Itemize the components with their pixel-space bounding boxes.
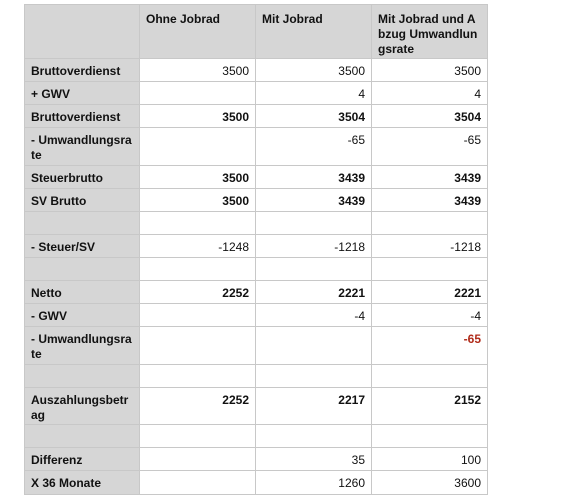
- table-cell[interactable]: [372, 425, 488, 448]
- row-label[interactable]: Netto: [25, 281, 140, 304]
- table-cell[interactable]: [140, 258, 256, 281]
- row-label[interactable]: + GWV: [25, 82, 140, 105]
- row-label[interactable]: Bruttoverdienst: [25, 59, 140, 82]
- table-row: [25, 258, 488, 281]
- table-cell[interactable]: 3500: [140, 166, 256, 189]
- table-cell[interactable]: 3439: [256, 166, 372, 189]
- table-cell[interactable]: 3439: [372, 189, 488, 212]
- table-cell[interactable]: [372, 212, 488, 235]
- spreadsheet-table: [24, 4, 488, 495]
- table-cell[interactable]: [140, 128, 256, 166]
- table-cell[interactable]: [140, 365, 256, 388]
- table-cell[interactable]: -65: [372, 128, 488, 166]
- row-label[interactable]: Auszahlungsbetrag: [25, 388, 140, 425]
- table-row: [25, 304, 488, 327]
- table-cell[interactable]: 3500: [372, 59, 488, 82]
- table-cell[interactable]: 2221: [256, 281, 372, 304]
- table-cell[interactable]: [140, 82, 256, 105]
- table-cell[interactable]: 3500: [140, 105, 256, 128]
- table-cell-highlight[interactable]: -65: [372, 327, 488, 365]
- header-cell-corner[interactable]: [25, 5, 140, 59]
- table-cell[interactable]: [140, 471, 256, 495]
- table-row: [25, 105, 488, 128]
- row-label[interactable]: [25, 365, 140, 388]
- table-row: [25, 82, 488, 105]
- table-row: [25, 471, 488, 495]
- table-cell[interactable]: 3500: [140, 189, 256, 212]
- table-row: [25, 327, 488, 365]
- row-label[interactable]: - Steuer/SV: [25, 235, 140, 258]
- table-row: [25, 425, 488, 448]
- row-label[interactable]: Steuerbrutto: [25, 166, 140, 189]
- table-cell[interactable]: 2252: [140, 388, 256, 425]
- table-cell[interactable]: 3600: [372, 471, 488, 495]
- table-row: [25, 189, 488, 212]
- header-cell-mit-jobrad-abzug[interactable]: Mit Jobrad und Abzug Umwandlungsrate: [372, 5, 488, 59]
- table-row: [25, 235, 488, 258]
- table-row: [25, 365, 488, 388]
- row-label[interactable]: [25, 425, 140, 448]
- table-cell[interactable]: 3439: [256, 189, 372, 212]
- table-cell[interactable]: 2217: [256, 388, 372, 425]
- table-cell[interactable]: [140, 448, 256, 471]
- table-cell[interactable]: -4: [372, 304, 488, 327]
- table-cell[interactable]: [372, 365, 488, 388]
- table-cell[interactable]: -65: [256, 128, 372, 166]
- header-cell-mit-jobrad[interactable]: Mit Jobrad: [256, 5, 372, 59]
- table-cell[interactable]: -4: [256, 304, 372, 327]
- table-cell[interactable]: 2152: [372, 388, 488, 425]
- header-row: [25, 5, 488, 59]
- table-row: [25, 388, 488, 425]
- table-cell[interactable]: 35: [256, 448, 372, 471]
- table-cell[interactable]: -1218: [256, 235, 372, 258]
- table-cell[interactable]: [140, 212, 256, 235]
- table-row: [25, 448, 488, 471]
- table-cell[interactable]: 3504: [256, 105, 372, 128]
- table-row: [25, 166, 488, 189]
- table-cell[interactable]: [256, 425, 372, 448]
- table-cell[interactable]: [256, 365, 372, 388]
- table-cell[interactable]: 2252: [140, 281, 256, 304]
- table-row: [25, 59, 488, 82]
- row-label[interactable]: [25, 258, 140, 281]
- table-cell[interactable]: 1260: [256, 471, 372, 495]
- table-cell[interactable]: 2221: [372, 281, 488, 304]
- table-cell[interactable]: 3439: [372, 166, 488, 189]
- header-cell-ohne-jobrad[interactable]: Ohne Jobrad: [140, 5, 256, 59]
- table-cell[interactable]: 3504: [372, 105, 488, 128]
- table-cell[interactable]: [372, 258, 488, 281]
- row-label[interactable]: X 36 Monate: [25, 471, 140, 495]
- row-label[interactable]: [25, 212, 140, 235]
- table-row: [25, 128, 488, 166]
- row-label[interactable]: - GWV: [25, 304, 140, 327]
- table-cell[interactable]: [256, 258, 372, 281]
- table-cell[interactable]: -1218: [372, 235, 488, 258]
- table-row: [25, 212, 488, 235]
- table-cell[interactable]: [140, 327, 256, 365]
- row-label[interactable]: Differenz: [25, 448, 140, 471]
- row-label[interactable]: - Umwandlungsrate: [25, 128, 140, 166]
- table-cell[interactable]: 4: [372, 82, 488, 105]
- table-cell[interactable]: 3500: [140, 59, 256, 82]
- table-row: [25, 281, 488, 304]
- table-cell[interactable]: 3500: [256, 59, 372, 82]
- row-label[interactable]: - Umwandlungsrate: [25, 327, 140, 365]
- row-label[interactable]: SV Brutto: [25, 189, 140, 212]
- table-cell[interactable]: -1248: [140, 235, 256, 258]
- table-cell[interactable]: [256, 212, 372, 235]
- table-cell[interactable]: [140, 304, 256, 327]
- table-cell[interactable]: 100: [372, 448, 488, 471]
- table-cell[interactable]: [140, 425, 256, 448]
- table-cell[interactable]: 4: [256, 82, 372, 105]
- row-label[interactable]: Bruttoverdienst: [25, 105, 140, 128]
- table-cell[interactable]: [256, 327, 372, 365]
